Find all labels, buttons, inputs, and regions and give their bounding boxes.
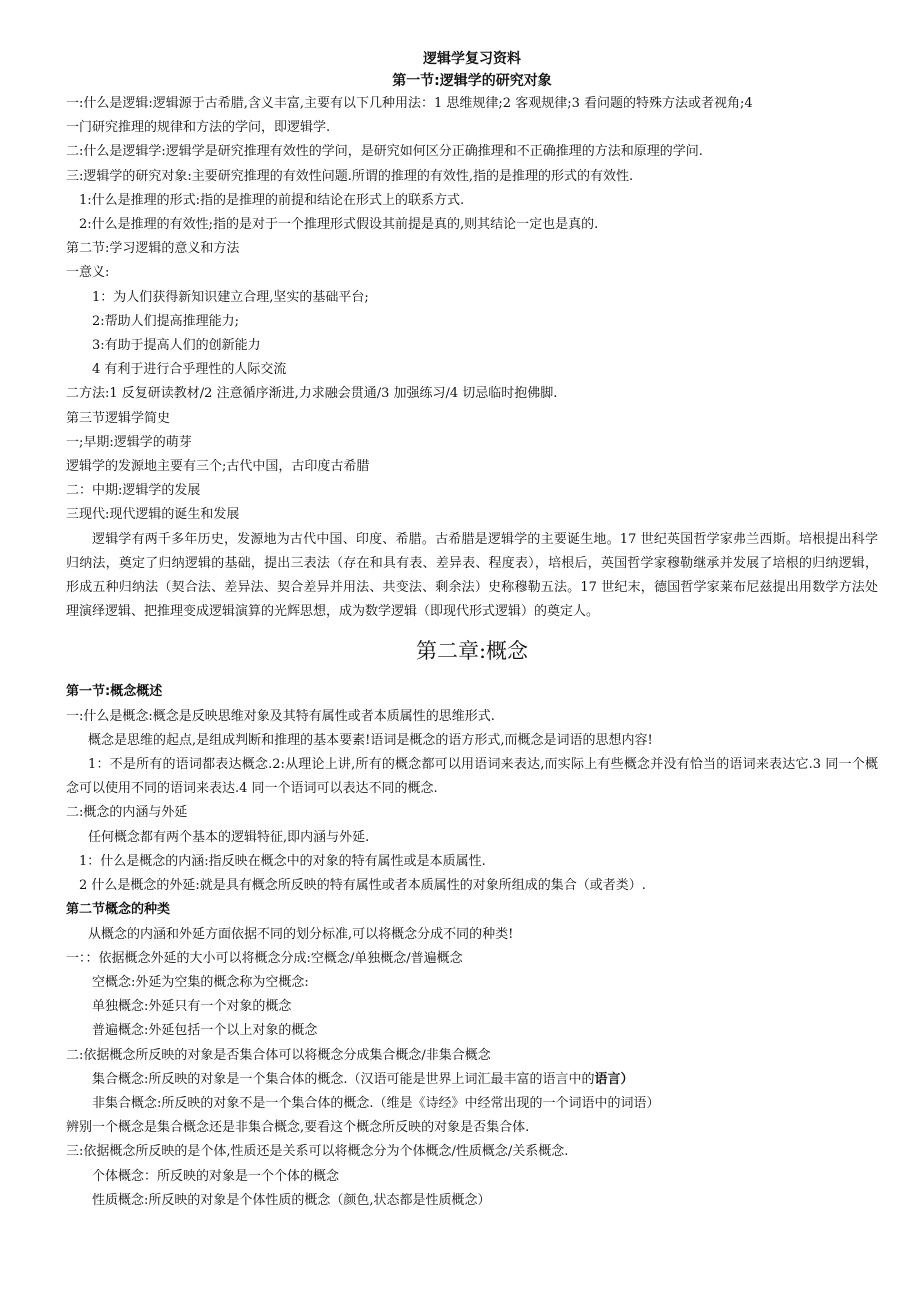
text-line: 概念是思维的起点,是组成判断和推理的基本要素!语词是概念的语方形式,而概念是词语的思想内容! — [88, 732, 653, 748]
text-line: 任何概念都有两个基本的逻辑特征,即内涵与外延. — [88, 829, 370, 845]
chapter-title: 第二章:概念 — [415, 639, 529, 664]
text-line: 1：什么是概念的内涵:指反映在概念中的对象的特有属性或是本质属性. — [79, 853, 486, 869]
text-line: 一;早期:逻辑学的萌芽 — [66, 434, 192, 450]
list-item: 性质概念:所反映的对象是个体性质的概念（颜色,状态都是性质概念） — [92, 1192, 491, 1208]
text-line: 三:依据概念所反映的是个体,性质还是关系可以将概念分为个体概念/性质概念/关系概念. — [66, 1144, 569, 1160]
list-item: 非集合概念:所反映的对象不是一个集合体的概念.（维是《诗经》中经常出现的一个词语中的词语） — [92, 1095, 660, 1111]
text-line: 1:什么是推理的形式:指的是推理的前提和结论在形式上的联系方式. — [79, 192, 465, 208]
collective-concept-bold: 语言） — [594, 1071, 634, 1087]
list-item: 3:有助于提高人们的创新能力 — [92, 338, 261, 354]
collective-concept-text: 集合概念:所反映的对象是一个集合体的概念.（汉语可能是世界上词汇最丰富的语言中的 — [92, 1071, 595, 1087]
text-line: 2:什么是推理的有效性;指的是对于一个推理形式假设其前提是真的,则其结论一定也是真的. — [79, 217, 599, 233]
list-item: 普遍概念:外延包括一个以上对象的概念 — [92, 1023, 318, 1039]
text-line: 从概念的内涵和外延方面依据不同的划分标准,可以将概念分成不同的种类! — [88, 926, 514, 942]
list-item — [66, 1068, 878, 1092]
text-line: 二方法:1 反复研读教材/2 注意循序渐进,力求融会贯通/3 加强练习/4 切忌临时抱佛脚. — [66, 386, 558, 402]
text-line: 三现代:现代逻辑的诞生和发展 — [66, 507, 240, 523]
text-line: 逻辑学的发源地主要有三个;古代中国，古印度古希腊 — [66, 459, 370, 475]
list-item: 单独概念:外延只有一个对象的概念 — [92, 999, 292, 1015]
text-line: 二:什么是逻辑学:逻辑学是研究推理有效性的学问，是研究如何区分正确推理和不正确推理的方法和原理的学问. — [66, 144, 703, 160]
concept-paragraph: 1：不是所有的语词都表达概念.2:从理论上讲,所有的概念都可以用语词来表达,而实际上有些概念并没有恰当的语词来表达它.3 同一个概念可以使用不同的语词来表达.4 同一个语词可以表达不同的概念. — [66, 757, 878, 797]
section-heading-2-2: 第二节概念的种类 — [66, 902, 171, 918]
text-line: 一意义: — [66, 265, 110, 281]
text-line: 一:什么是逻辑:逻辑源于古希腊,含义丰富,主要有以下几种用法：1 思维规律;2 客观规律;3 看问题的特殊方法或者视角;4 — [66, 96, 753, 111]
text-line: 一：：依据概念外延的大小可以将概念分成:空概念/单独概念/普遍概念 — [66, 950, 463, 966]
section-heading-1-1: 第一节:逻辑学的研究对象 — [392, 73, 552, 89]
text-line: 一门研究推理的规律和方法的学问，即逻辑学. — [66, 120, 331, 136]
text-line: 2 什么是概念的外延:就是具有概念所反映的特有属性或者本质属性的对象所组成的集合（或者类）. — [79, 878, 646, 894]
document-title: 逻辑学复习资料 — [423, 51, 521, 67]
list-item: 2:帮助人们提高推理能力; — [92, 313, 240, 329]
list-item: 1：为人们获得新知识建立合理,坚实的基础平台; — [92, 289, 369, 305]
text-line: 三:逻辑学的研究对象:主要研究推理的有效性问题.所谓的推理的有效性,指的是推理的形式的有效性. — [66, 168, 634, 184]
text-line: 二：中期:逻辑学的发展 — [66, 483, 201, 499]
list-item: 4 有利于进行合乎理性的人际交流 — [92, 362, 287, 378]
section-heading-2-1: 第一节:概念概述 — [66, 684, 163, 700]
text-line: 辨别一个概念是集合概念还是非集合概念,要看这个概念所反映的对象是否集合体. — [66, 1120, 530, 1136]
list-item: 个体概念：所反映的对象是一个个体的概念 — [92, 1168, 340, 1184]
document-page — [66, 48, 878, 1213]
text-line: 二:依据概念所反映的对象是否集合体可以将概念分成集合概念/非集合概念 — [66, 1047, 491, 1063]
text-line: 二:概念的内涵与外延 — [66, 805, 188, 821]
section-heading-1-2: 第二节:学习逻辑的意义和方法 — [66, 241, 240, 257]
section-heading-1-3: 第三节逻辑学简史 — [66, 410, 171, 426]
list-item: 空概念:外延为空集的概念称为空概念: — [92, 974, 309, 990]
text-line: 一:什么是概念:概念是反映思维对象及其特有属性或者本质属性的思维形式. — [66, 708, 495, 724]
history-paragraph: 逻辑学有两千多年历史，发源地为古代中国、印度、希腊。古希腊是逻辑学的主要诞生地。17 世纪英国哲学家弗兰西斯。培根提出科学归纳法，奠定了归纳逻辑的基础，提出三表法（存在和具有表、差异表、程度表），培根后，英国哲学家穆勒继承并发展了培根的归纳逻辑，形成五种归纳法（契合法、差异法、契合差异并用法、共变法、剩余法）史称穆勒五法。17 世纪末，德国哲学家莱布尼兹提出用数学方法处理演绎逻辑、把推理变成逻辑演算的光辉思想，成为数学逻辑（即现代形式逻辑）的奠定人。 — [66, 531, 878, 620]
